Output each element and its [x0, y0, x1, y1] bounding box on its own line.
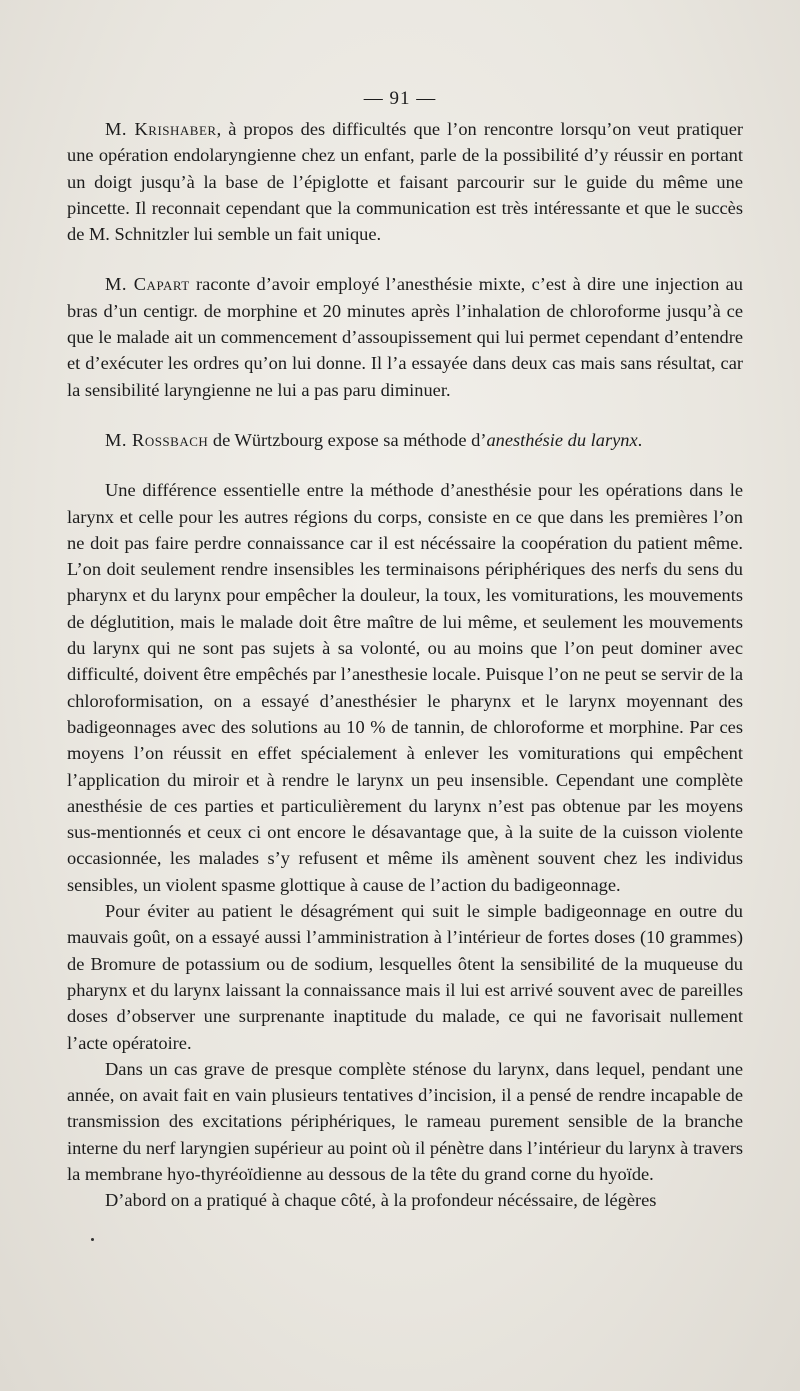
body-paragraph: Une différence essentielle entre la méthode d’anesthésie pour les opérations dans le larynx et celle pour les autres régions du corps, consiste en ce que dans les premières l’on ne doit pas faire perdre connaissance car il est nécéssaire la coopération du patient même. L’on doit seulement rendre insensibles les terminaisons périphériques des nerfs du sens du pharynx et du larynx pour empêcher la douleur, la toux, les vomiturations, les mouvements de déglutition, mais le malade doit être maître de lui même, et seulement les mouvements du larynx qui ne sont pas sujets à sa volonté, ou au moins que l’on peut dominer avec difficulté, doivent être empêchés par l’anesthesie locale. Puisque l’on ne peut se servir de la chloroformisation, on a essayé d’anesthésier le pharynx et le larynx moyennant des badigeonnages avec des solutions au 10 % de tannin, de chloroforme et morphine. Par ces moyens l’on réussit en effet spécialement à enlever les vomiturations qui empêchent l’application du miroir et à rendre le larynx un peu insensible. Cependant une complète anesthésie de ces parties et particulièrement du larynx n’est pas obtenue par les moyens sus-mentionnés et ceux ci ont encore le désavantage que, à la suite de la cuisson violente occasionnée, les malades s’y refusent et même ils amènent souvent chez les individus sensibles, un violent spasme glottique à cause de l’action du badigeonnage. [67, 480, 743, 895]
paragraph-capart [67, 271, 743, 402]
paragraph-end: . [637, 429, 643, 450]
method-title: anesthésie du larynx [486, 429, 638, 450]
body-paragraph: Pour éviter au patient le désagrément qui suit le simple badigeonnage en outre du mauvais goût, on a essayé aussi l’amministration à l’intérieur de fortes doses (10 grammes) de Bromure de potassium ou de sodium, lesquelles ôtent la sensibilité de la muqueuse du pharynx et du larynx laissant la connaissance mais il lui est arrivé souvent avec de pareilles doses d’observer une surprenante inaptitude du malade, ce qui ne favorisait nullement l’acte opératoire. [67, 901, 743, 1053]
speaker-name: M. Krishaber [105, 119, 217, 139]
speaker-name: M. Capart [105, 274, 190, 295]
body-paragraph: D’abord on a pratiqué à chaque côté, à la profondeur nécéssaire, de légères [105, 1190, 657, 1211]
speaker-name: M. Rossbach [105, 429, 209, 450]
paragraph-text: , à propos des difficultés que l’on rencontre lorsqu’on veut pratiquer une opération endolaryngienne chez un enfant, parle de la possibilité d’y réussir en portant un doigt jusqu’à la base de l’épiglotte et faisant parcourir sur le guide du même une pincette. Il reconnait cependant que la communication est très intéressante et que le succès de M. Schnitzler lui semble un fait unique. [67, 119, 743, 245]
paragraph-krishaber [67, 116, 743, 247]
page-number: — 91 — [363, 88, 437, 109]
ink-speck [91, 1238, 94, 1241]
page-text [67, 116, 743, 1214]
paragraph-text: de Würtzbourg expose sa méthode d’ [208, 429, 487, 450]
body-paragraph: Dans un cas grave de presque complète sténose du larynx, dans lequel, pendant une année, on avait fait en vain plusieurs tentatives d’incision, il a pensé de rendre incapable de transmission des excitations périphériques, le rameau purement sensible de la branche interne du nerf laryngien supérieur au point où il pénètre dans l’intérieur du larynx à travers la membrane hyo-thyréoïdienne au dessous de la tête du grand corne du hyoïde. [67, 1058, 743, 1184]
paragraph-rossbach [67, 427, 743, 453]
paragraph-text: raconte d’avoir employé l’anesthésie mixte, c’est à dire une injection au bras d’un centigr. de morphine et 20 minutes après l’inhalation de chloroforme jusqu’à ce que le malade ait un commencement d’assoupissement qui lui permet cependant d’entendre et d’exécuter les ordres qu’on lui donne. Il l’a essayée dans deux cas mais sans résultat, car la sensibilité laryngienne ne lui a pas paru diminuer. [67, 274, 743, 400]
